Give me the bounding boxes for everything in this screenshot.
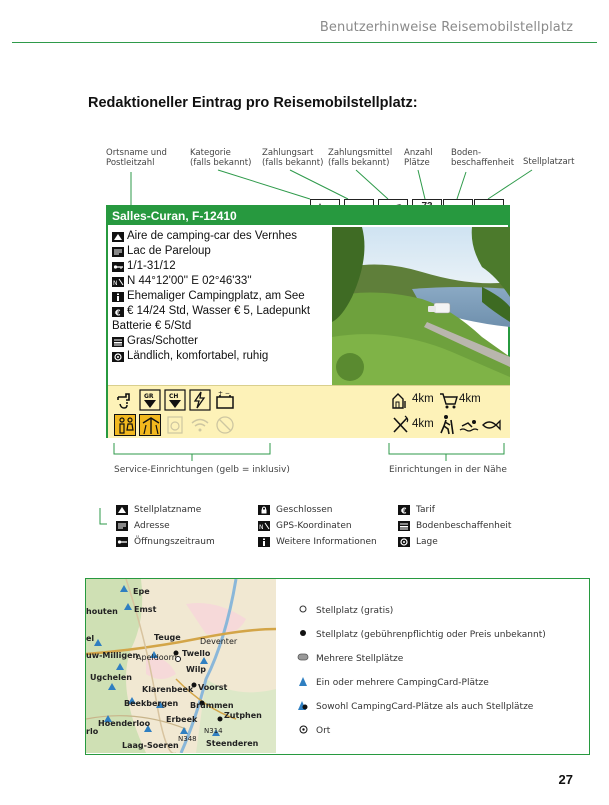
- town-icon: [390, 389, 412, 411]
- sample-map: [86, 579, 276, 753]
- callout-anzahl: Anzahl Plätze: [404, 148, 433, 168]
- entry-card: [106, 205, 510, 438]
- hiking-icon: [436, 414, 458, 436]
- map-label: Hoenderloo: [98, 719, 151, 728]
- euro-icon: [398, 505, 410, 515]
- mixed-triangle-icon: [296, 701, 310, 713]
- shelter-icon: [139, 414, 161, 436]
- gps-icon: [112, 277, 124, 287]
- card-info: [112, 229, 340, 364]
- info-row-name: Aire de camping-car des Vernhes: [112, 229, 340, 244]
- surface-icon: [398, 521, 410, 531]
- blue-triangle-icon: [296, 677, 310, 689]
- map-label: Twello: [182, 649, 211, 658]
- map-label: Teuge: [154, 633, 181, 642]
- wifi-icon: [189, 414, 211, 436]
- restaurant-icon: [390, 414, 412, 436]
- callout-boden: Boden- beschaffenheit: [451, 148, 515, 168]
- svg-text:CH: CH: [169, 393, 179, 400]
- svg-text:€: €: [115, 308, 121, 317]
- legend-geschlossen: Geschlossen: [258, 505, 332, 515]
- map-legend-gratis: Stellplatz (gratis): [296, 605, 393, 616]
- map-label: Laag-Soeren: [122, 741, 179, 750]
- map-label: houten: [86, 607, 118, 616]
- map-label: uw-Milligen: [86, 651, 139, 660]
- toilet-icon: [114, 414, 136, 436]
- site-photo: [332, 227, 510, 385]
- euro-icon: [112, 307, 124, 317]
- info-row-period: 1/1-31/12: [112, 259, 340, 274]
- open-circle-icon: [296, 605, 310, 616]
- info-icon: [258, 537, 270, 547]
- running-head: Benutzerhinweise Reisemobilstellplatz: [319, 20, 573, 35]
- services-caption: Service-Einrichtungen (gelb = inklusiv): [114, 465, 290, 475]
- multi-pill-icon: [296, 653, 310, 664]
- callout-stellplatzart: Stellplatzart: [523, 157, 575, 167]
- key-icon: [112, 262, 124, 272]
- map-label: Brummen: [190, 701, 234, 710]
- location-icon: [398, 537, 410, 547]
- address-icon: [116, 521, 128, 531]
- info-row-info: Ehemaliger Campingplatz, am See: [112, 289, 340, 304]
- legend-boden: Bodenbeschaffenheit: [398, 521, 511, 531]
- map-label: Ugchelen: [90, 673, 132, 682]
- map-legend-campingcard: Ein oder mehrere CampingCard-Plätze: [296, 677, 489, 689]
- electricity-icon: [189, 389, 211, 411]
- nearby-town-distance: 4km: [412, 393, 434, 405]
- svg-text:N: N: [113, 279, 118, 287]
- svg-text:+ −: + −: [218, 390, 230, 397]
- map-legend-multiple: Mehrere Stellplätze: [296, 653, 403, 664]
- map-label: Voorst: [198, 683, 228, 692]
- map-label: Apeldoorn: [136, 653, 177, 662]
- map-legend-box: [85, 578, 590, 755]
- map-label: Steenderen: [206, 739, 259, 748]
- service-bar: [108, 385, 510, 438]
- legend-lage: Lage: [398, 537, 438, 547]
- info-row-tariff-cont: Batterie € 5/Std: [112, 320, 192, 332]
- no-dogs-icon: [214, 414, 236, 436]
- section-title: Redaktioneller Eintrag pro Reisemobilstellplatz:: [88, 95, 418, 111]
- map-label: Wilp: [186, 665, 207, 674]
- info-row-tariff: € € 14/24 Std, Wasser € 5, Ladepunkt: [112, 304, 340, 319]
- svg-text:GR: GR: [144, 393, 154, 400]
- fishing-icon: [480, 414, 502, 436]
- address-icon: [112, 247, 124, 257]
- triangle-icon: [116, 505, 128, 515]
- callout-kategorie: Kategorie (falls bekannt): [190, 148, 252, 168]
- shopping-cart-icon: [438, 389, 460, 411]
- map-label: el: [86, 634, 95, 643]
- map-label: Emst: [134, 605, 157, 614]
- map-label: rlo: [86, 727, 99, 736]
- legend-oeffnungszeitraum: Öffnungszeitraum: [116, 537, 215, 547]
- nearby-caption: Einrichtungen in der Nähe: [389, 465, 507, 475]
- map-label: Beekbergen: [124, 699, 179, 708]
- surface-icon: [112, 337, 124, 347]
- triangle-icon: [112, 232, 124, 242]
- map-label: Erbeek: [166, 715, 198, 724]
- header-rule: [12, 42, 597, 43]
- info-icon: [112, 292, 124, 302]
- map-label: Deventer: [200, 637, 238, 646]
- washing-machine-icon: [164, 414, 186, 436]
- legend-stellplatzname: Stellplatzname: [116, 505, 201, 515]
- card-title: Salles-Curan, F-12410: [108, 207, 510, 225]
- map-label: Zutphen: [224, 711, 262, 720]
- map-legend-paid: Stellplatz (gebührenpflichtig oder Preis unbekannt): [296, 629, 546, 640]
- gr-drain-icon: [139, 389, 161, 411]
- target-circle-icon: [296, 725, 310, 737]
- battery-icon: [214, 389, 236, 411]
- legend-tarif: € Tarif: [398, 505, 435, 515]
- location-icon: [112, 352, 124, 362]
- gps-icon: [258, 521, 270, 531]
- map-legend-ort: Ort: [296, 725, 330, 737]
- svg-text:N: N: [259, 524, 264, 531]
- ch-drain-icon: [164, 389, 186, 411]
- info-row-location: Ländlich, komfortabel, ruhig: [112, 349, 340, 364]
- key-icon: [116, 537, 128, 547]
- lock-icon: [258, 505, 270, 515]
- water-tap-icon: [114, 389, 136, 411]
- page-number: 27: [558, 772, 573, 787]
- nearby-shop-distance: 4km: [459, 393, 481, 405]
- map-label: Epe: [133, 587, 150, 596]
- callout-ortsname: Ortsname und Postleitzahl: [106, 148, 167, 168]
- info-row-address: Lac de Pareloup: [112, 244, 340, 259]
- map-label: N348: [178, 735, 197, 743]
- callout-zahlungsmittel: Zahlungsmittel (falls bekannt): [328, 148, 393, 168]
- map-label: N314: [204, 727, 223, 735]
- callout-zahlungsart: Zahlungsart (falls bekannt): [262, 148, 324, 168]
- swimming-icon: [458, 414, 480, 436]
- legend-weitere-infos: Weitere Informationen: [258, 537, 377, 547]
- map-legend-mixed: Sowohl CampingCard-Plätze als auch Stellplätze: [296, 701, 533, 713]
- info-row-gps: N N 44°12'00'' E 02°46'33'': [113, 275, 252, 287]
- nearby-restaurant-distance: 4km: [412, 418, 434, 430]
- map-label: Klarenbeek: [142, 685, 194, 694]
- legend-gps: N GPS-Koordinaten: [259, 521, 352, 531]
- info-row-surface: Gras/Schotter: [112, 334, 340, 349]
- filled-circle-icon: [296, 629, 310, 640]
- legend-adresse: Adresse: [116, 521, 170, 531]
- svg-text:€: €: [401, 506, 407, 515]
